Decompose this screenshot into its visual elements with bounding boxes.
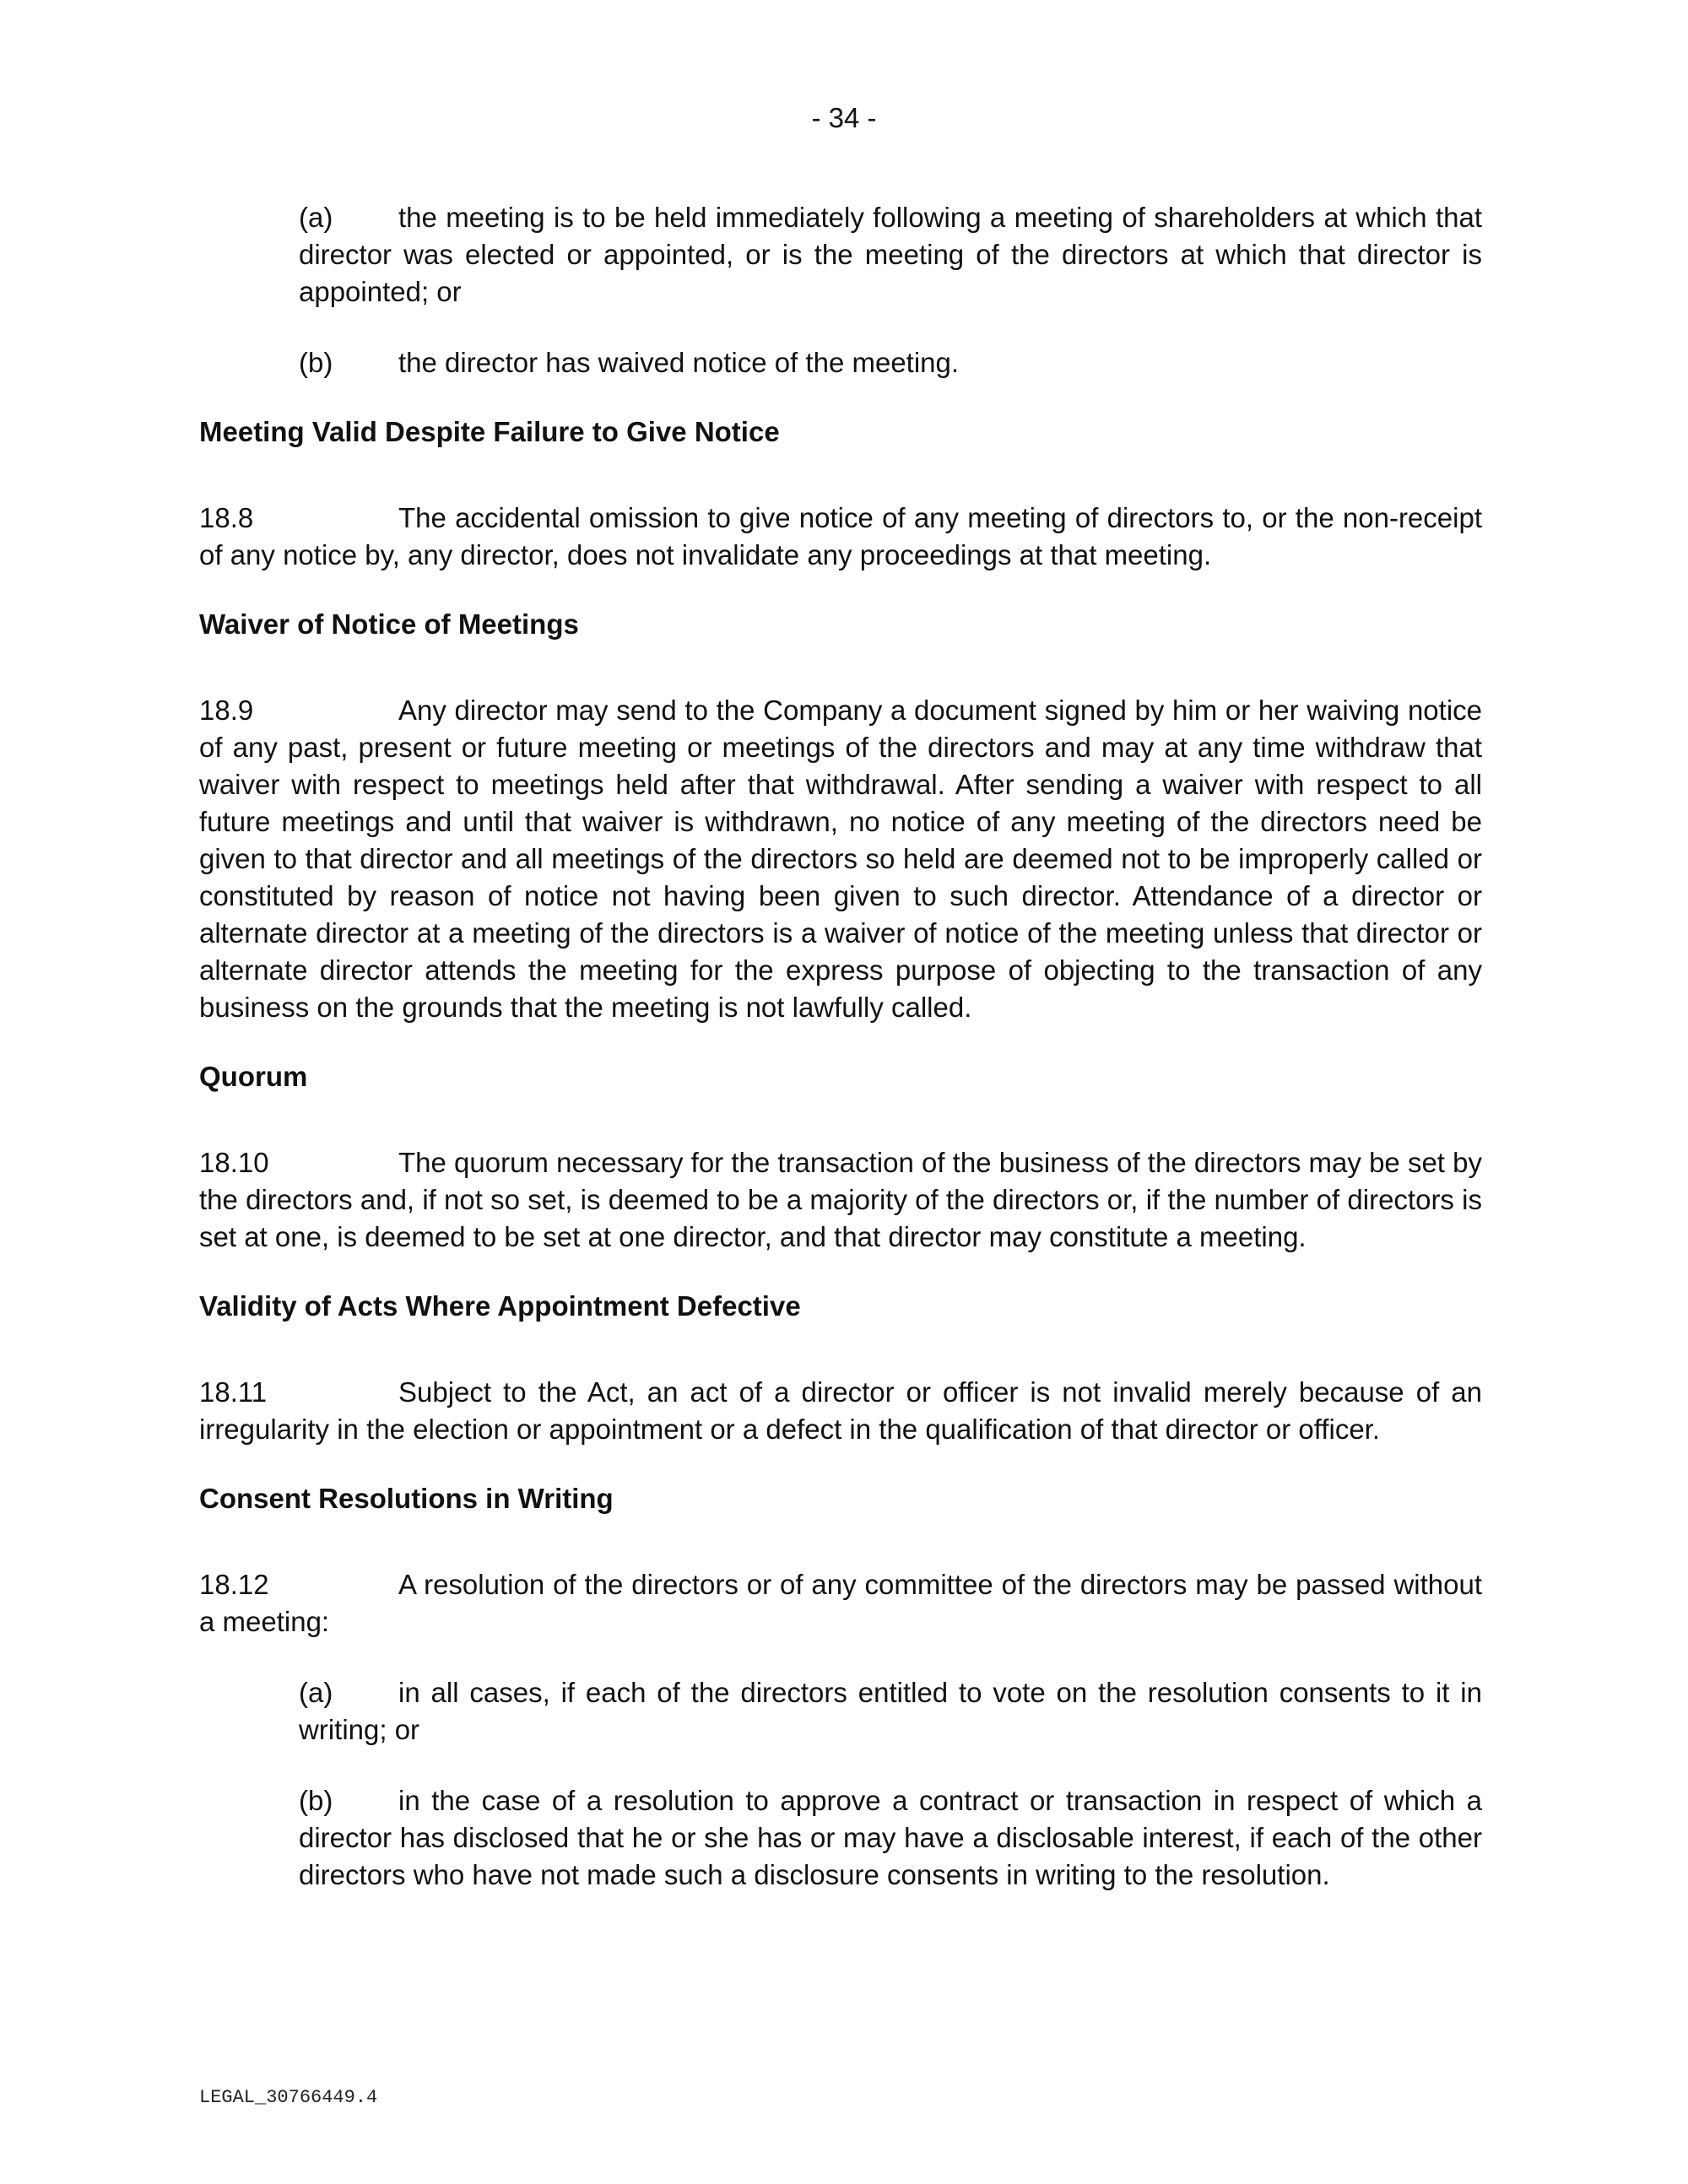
section-heading: Consent Resolutions in Writing [199, 1483, 614, 1514]
list-marker: (b) [299, 347, 333, 378]
list-item-a [299, 1674, 1482, 1749]
section-number: 18.9 [199, 695, 254, 726]
section-heading: Validity of Acts Where Appointment Defective [199, 1290, 801, 1322]
section-text: Subject to the Act, an act of a director or officer is not invalid merely because of an irregularity in the election or appointment or a defect in the qualification of that director or officer. [199, 1376, 1482, 1445]
list-item-b [299, 344, 1482, 381]
section-number: 18.10 [199, 1147, 269, 1178]
section-paragraph [199, 1144, 1482, 1256]
section-text: The accidental omission to give notice of any meeting of directors to, or the non-receipt of any notice by, any director, does not invalidate any proceedings at that meeting. [199, 502, 1482, 570]
section-text: The quorum necessary for the transaction of the business of the directors may be set by the directors and, if not so set, is deemed to be a majority of the directors or, if the number of directors is set at one, is deemed to be set at one director, and that director may constitute a meeting. [199, 1147, 1482, 1252]
list-item-a [299, 199, 1482, 311]
section-text: A resolution of the directors or of any committee of the directors may be passed without a meeting: [199, 1569, 1482, 1637]
list-item-text: in the case of a resolution to approve a contract or transaction in respect of which a director has disclosed that he or she has or may have a disclosable interest, if each of the other directors who have not made such a disclosure consents in writing to the resolution. [299, 1785, 1482, 1890]
list-marker: (a) [299, 202, 333, 233]
section-paragraph [199, 1566, 1482, 1641]
section-paragraph [199, 692, 1482, 1026]
list-item-text: the director has waived notice of the meeting. [398, 347, 960, 378]
section-heading: Waiver of Notice of Meetings [199, 608, 579, 640]
section-number: 18.11 [199, 1376, 268, 1408]
document-body [199, 199, 1482, 1894]
section-number: 18.8 [199, 502, 254, 533]
section-number: 18.12 [199, 1569, 269, 1600]
list-item-text: in all cases, if each of the directors entitled to vote on the resolution consents to it in writing; or [299, 1677, 1482, 1745]
section-heading: Meeting Valid Despite Failure to Give Notice [199, 416, 780, 447]
document-id-footer: LEGAL_30766449.4 [199, 2087, 378, 2108]
section-text: Any director may send to the Company a document signed by him or her waiving notice of any past, present or future meeting or meetings of the directors and may at any time withdraw that waiver with respect to meetings held after that withdrawal. After sending a waiver with respect to all future meetings and until that waiver is withdrawn, no notice of any meeting of the directors need be given to that director and all meetings of the directors so held are deemed not to be improperly called or constituted by reason of notice not having been given to such director. Attendance of a director or alternate director at a meeting of the directors is a waiver of notice of the meeting unless that director or alternate director attends the meeting for the express purpose of objecting to the transaction of any business on the grounds that the meeting is not lawfully called. [199, 695, 1482, 1023]
page-number: - 34 - [811, 102, 877, 133]
list-marker: (a) [299, 1677, 333, 1708]
list-marker: (b) [299, 1785, 333, 1816]
list-item-b [299, 1782, 1482, 1894]
section-paragraph [199, 1374, 1482, 1448]
section-heading: Quorum [199, 1061, 308, 1092]
section-paragraph [199, 500, 1482, 574]
list-item-text: the meeting is to be held immediately following a meeting of shareholders at which that director was elected or appointed, or is the meeting of the directors at which that director is appointed; or [299, 202, 1482, 307]
